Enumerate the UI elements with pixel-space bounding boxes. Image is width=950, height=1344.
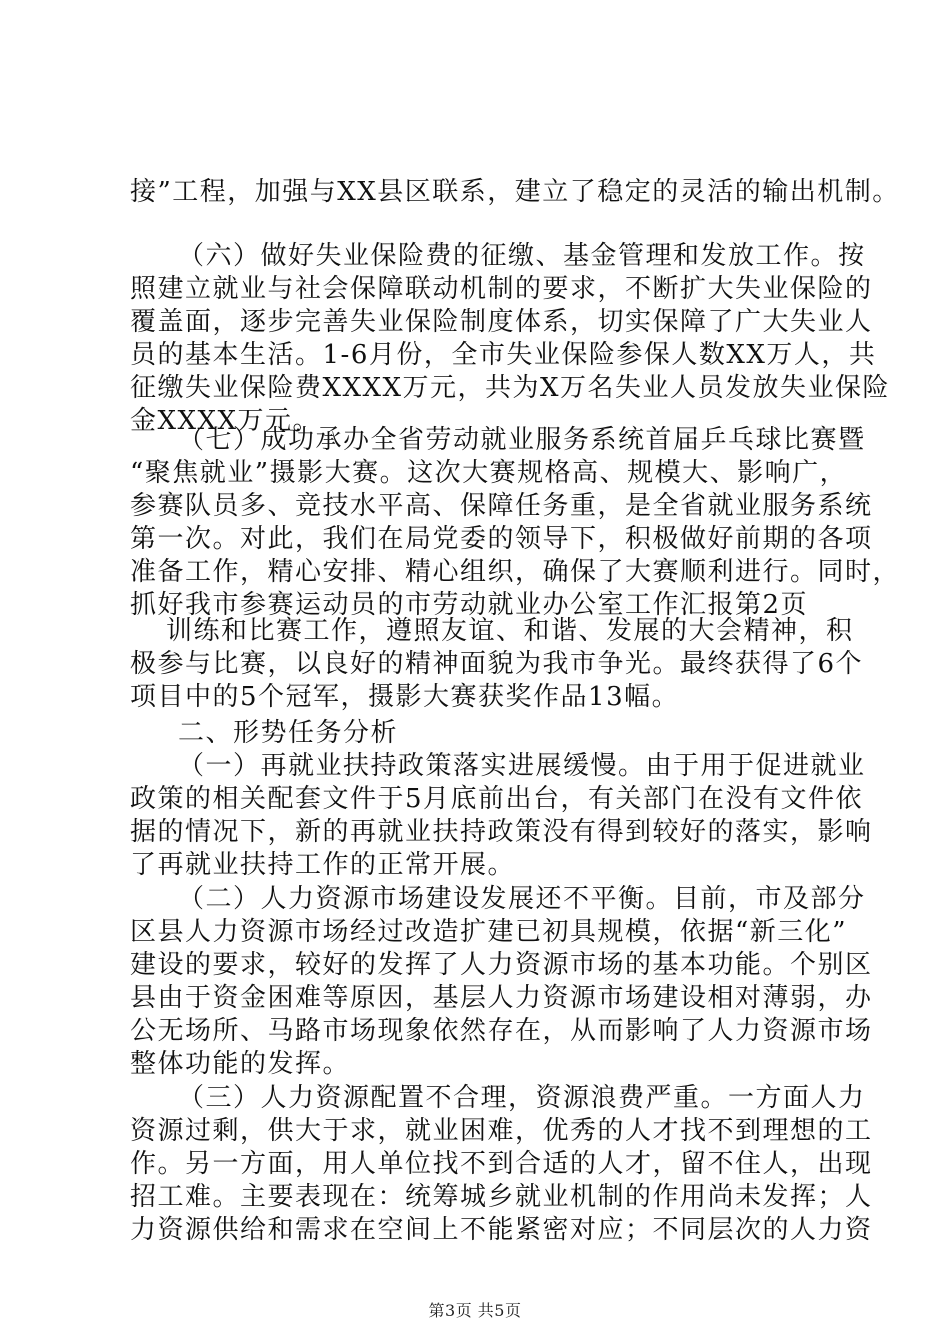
text-line: 覆盖面，逐步完善失业保险制度体系，切实保障了广大失业人 [130, 307, 873, 337]
text-line: 政策的相关配套文件于5月底前出台，有关部门在没有文件依 [130, 784, 864, 814]
text-line: （三）人力资源配置不合理，资源浪费严重。一方面人力 [178, 1083, 866, 1113]
text-line: 抓好我市参赛运动员的市劳动就业办公室工作汇报第2页 [130, 590, 809, 620]
text-line: “聚焦就业”摄影大赛。这次大赛规格高、规模大、影响广， [130, 458, 848, 488]
text-line: 参赛队员多、竞技水平高、保障任务重，是全省就业服务系统 [130, 491, 873, 521]
text-line: 项目中的5个冠军，摄影大赛获奖作品13幅。 [130, 682, 680, 712]
text-line: （一）再就业扶持政策落实进展缓慢。由于用于促进就业 [178, 751, 866, 781]
text-line: 准备工作，精心安排、精心组织，确保了大赛顺利进行。同时， [130, 557, 901, 587]
text-line: 力资源供给和需求在空间上不能紧密对应；不同层次的人力资 [130, 1215, 873, 1245]
text-line: 照建立就业与社会保障联动机制的要求，不断扩大失业保险的 [130, 274, 873, 304]
text-line: 县由于资金困难等原因，基层人力资源市场建设相对薄弱，办 [130, 983, 873, 1013]
text-line: 了再就业扶持工作的正常开展。 [130, 850, 516, 880]
text-line: 公无场所、马路市场现象依然存在，从而影响了人力资源市场 [130, 1016, 873, 1046]
text-line: 征缴失业保险费XXXX万元，共为X万名失业人员发放失业保险 [130, 373, 891, 403]
text-line: （七）成功承办全省劳动就业服务系统首届乒乓球比赛暨 [178, 425, 866, 455]
text-line: 区县人力资源市场经过改造扩建已初具规模，依据“新三化” [130, 917, 848, 947]
section-heading: 二、形势任务分析 [178, 718, 399, 748]
text-line: （六）做好失业保险费的征缴、基金管理和发放工作。按 [178, 241, 866, 271]
text-line: 金XXXX万元。 [130, 406, 321, 436]
text-line: （二）人力资源市场建设发展还不平衡。目前，市及部分 [178, 884, 866, 914]
text-line: 建设的要求，较好的发挥了人力资源市场的基本功能。个别区 [130, 950, 873, 980]
text-line: 极参与比赛，以良好的精神面貌为我市争光。最终获得了6个 [130, 649, 864, 679]
text-line: 第一次。对此，我们在局党委的领导下，积极做好前期的各项 [130, 524, 873, 554]
text-line: 作。另一方面，用人单位找不到合适的人才，留不住人，出现 [130, 1149, 873, 1179]
text-line: 据的情况下，新的再就业扶持政策没有得到较好的落实，影响 [130, 817, 873, 847]
text-line: 资源过剩，供大于求，就业困难，优秀的人才找不到理想的工 [130, 1116, 873, 1146]
text-line: 整体功能的发挥。 [130, 1049, 351, 1079]
text-line: 员的基本生活。1-6月份，全市失业保险参保人数XX万人，共 [130, 340, 877, 370]
text-line: 招工难。主要表现在：统筹城乡就业机制的作用尚未发挥；人 [130, 1182, 873, 1212]
page-number: 第3页 共5页 [428, 1301, 522, 1320]
text-line: 训练和比赛工作，遵照友谊、和谐、发展的大会精神，积 [166, 616, 854, 646]
text-line: 接”工程，加强与XX县区联系，建立了稳定的灵活的输出机制。 [130, 177, 900, 207]
